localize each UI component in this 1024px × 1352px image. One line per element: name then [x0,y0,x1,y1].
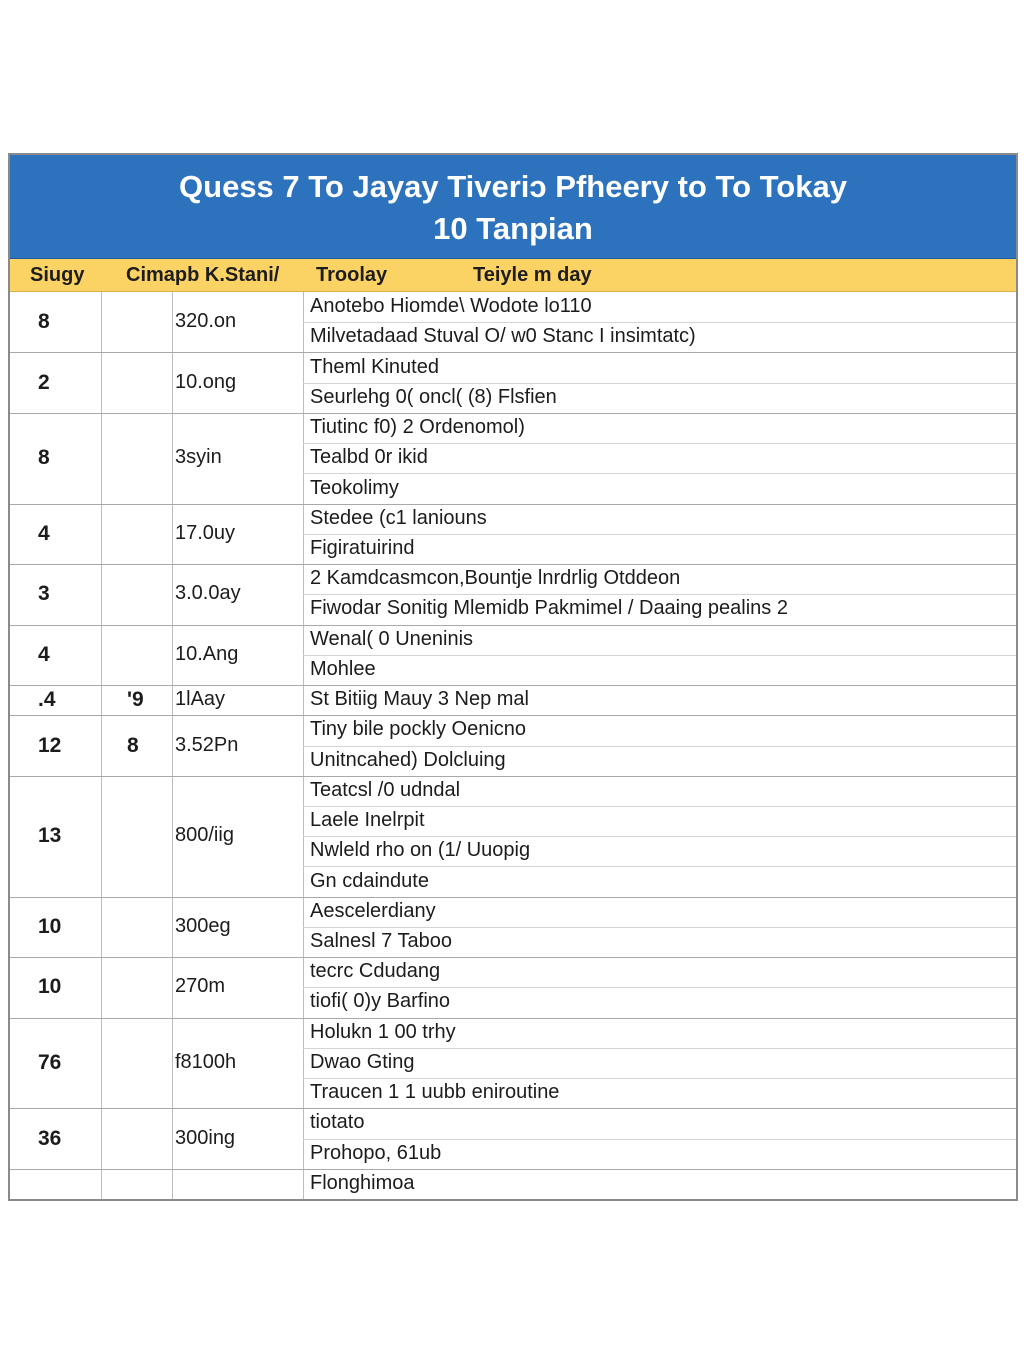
item-divider [303,746,1016,747]
item-divider [303,866,1016,867]
row-code-cell: '9 [127,688,144,712]
item-text-cell: Wenal( 0 Uneninis [310,627,474,650]
item-text-cell: St Bitiig Mauy 3 Nep mal [310,688,529,711]
row-quantity-cell: 3syin [175,446,222,469]
item-text-cell: 2 Kamdcasmcon,Bountje lnrdrlig Otddeon [310,567,681,590]
item-text-cell: Tealbd 0r ikid [310,446,428,469]
item-text-cell: Unitncahed) Dolcluing [310,748,506,771]
item-text-cell: Fiwodar Sonitig Mlemidb Pakmimel / Daaing pealins 2 [310,597,788,620]
item-text-cell: Tiutinc f0) 2 Ordenomol) [310,416,525,439]
column-header-4: Teiyle m day [473,264,592,286]
item-text-cell: Salnesl 7 Taboo [310,930,452,953]
item-divider [303,1048,1016,1049]
item-text-cell: Dwao Gting [310,1050,415,1073]
row-number-cell: 8 [38,446,50,470]
row-divider [10,564,1016,565]
item-text-cell: Teatcsl /0 udndal [310,778,461,801]
row-number-cell: 10 [38,975,62,999]
item-text-cell: Milvetadaad Stuval O/ w0 Stanc I insimtatc) [310,325,696,348]
item-text-cell: Aescelerdiany [310,899,436,922]
row-quantity-cell: f8100h [175,1050,237,1073]
item-text-cell: Teokolimy [310,476,399,499]
row-divider [10,1108,1016,1109]
item-text-cell: Flonghimoa [310,1171,415,1194]
row-quantity-cell: 17.0uy [175,521,236,544]
item-divider [303,594,1016,595]
row-quantity-cell: 3.52Pn [175,733,239,756]
row-number-cell: 2 [38,370,50,394]
row-divider [10,1018,1016,1019]
row-divider [10,715,1016,716]
row-code-cell: 8 [127,733,139,757]
row-divider [10,504,1016,505]
row-number-cell: 10 [38,914,62,938]
row-number-cell: 13 [38,824,62,848]
schedule-table [8,153,1018,1201]
item-text-cell: Prohopo, 61ub [310,1141,442,1164]
item-text-cell: Tiny bile pockly Oenicno [310,718,527,741]
item-divider [303,383,1016,384]
row-quantity-cell: 10.ong [175,370,237,393]
row-divider [10,685,1016,686]
row-quantity-cell: 320.on [175,310,237,333]
table-title-line-2: 10 Tanpian [433,211,593,246]
column-divider [101,292,102,1199]
row-divider [10,352,1016,353]
item-divider [303,987,1016,988]
item-text-cell: Stedee (c1 laniouns [310,506,487,529]
item-divider [303,443,1016,444]
column-header-1: Siugy [30,264,85,286]
item-divider [303,322,1016,323]
row-divider [10,897,1016,898]
item-text-cell: Anotebo Hiomde\ Wodote lo110 [310,295,592,318]
item-divider [303,534,1016,535]
item-text-cell: Figiratuirind [310,536,415,559]
item-divider [303,473,1016,474]
item-text-cell: Holukn 1 00 trhy [310,1020,456,1043]
row-quantity-cell: 300ing [175,1126,236,1149]
item-divider [303,655,1016,656]
item-divider [303,1078,1016,1079]
item-text-cell: Theml Kinuted [310,355,439,378]
row-divider [10,776,1016,777]
row-quantity-cell: 3.0.0ay [175,582,241,605]
item-text-cell: Seurlehg 0( oncl( (8) Flsfien [310,385,557,408]
table-title-line-1: Quess 7 To Jayay Tiveriɔ Pfheery to To Tokay [179,169,847,204]
row-number-cell: 4 [38,521,50,545]
row-number-cell: 8 [38,310,50,334]
row-number-cell: 4 [38,642,50,666]
item-text-cell: tecrc Cdudang [310,960,441,983]
item-divider [303,927,1016,928]
row-divider [10,1169,1016,1170]
row-number-cell: 76 [38,1050,62,1074]
item-text-cell: Gn cdaindute [310,869,429,892]
row-quantity-cell: 270m [175,975,226,998]
row-quantity-cell: 10.Ang [175,642,239,665]
item-divider [303,836,1016,837]
item-text-cell: Nwleld rho on (1/ Uuopig [310,839,531,862]
item-text-cell: tiotato [310,1111,365,1134]
table-body [10,292,1016,1199]
table-header-row [10,259,1016,292]
item-text-cell: tiofi( 0)y Barfino [310,990,451,1013]
column-header-3: Troolay [316,264,388,286]
row-number-cell: 3 [38,582,50,606]
row-divider [10,625,1016,626]
row-number-cell: .4 [38,688,56,712]
item-text-cell: Traucen 1 1 uubb eniroutine [310,1081,560,1104]
item-text-cell: Laele Inelrpit [310,809,425,832]
item-divider [303,1139,1016,1140]
item-text-cell: Mohlee [310,657,376,680]
row-quantity-cell: 1lAay [175,688,226,711]
row-number-cell: 12 [38,733,62,757]
row-quantity-cell: 300eg [175,914,231,937]
column-divider [172,292,173,1199]
item-divider [303,806,1016,807]
row-divider [10,957,1016,958]
row-quantity-cell: 800/iig [175,824,234,847]
column-header-2: Cimapb K.Stani/ [126,264,280,286]
row-number-cell: 36 [38,1126,62,1150]
row-divider [10,413,1016,414]
table-title [10,155,1016,259]
